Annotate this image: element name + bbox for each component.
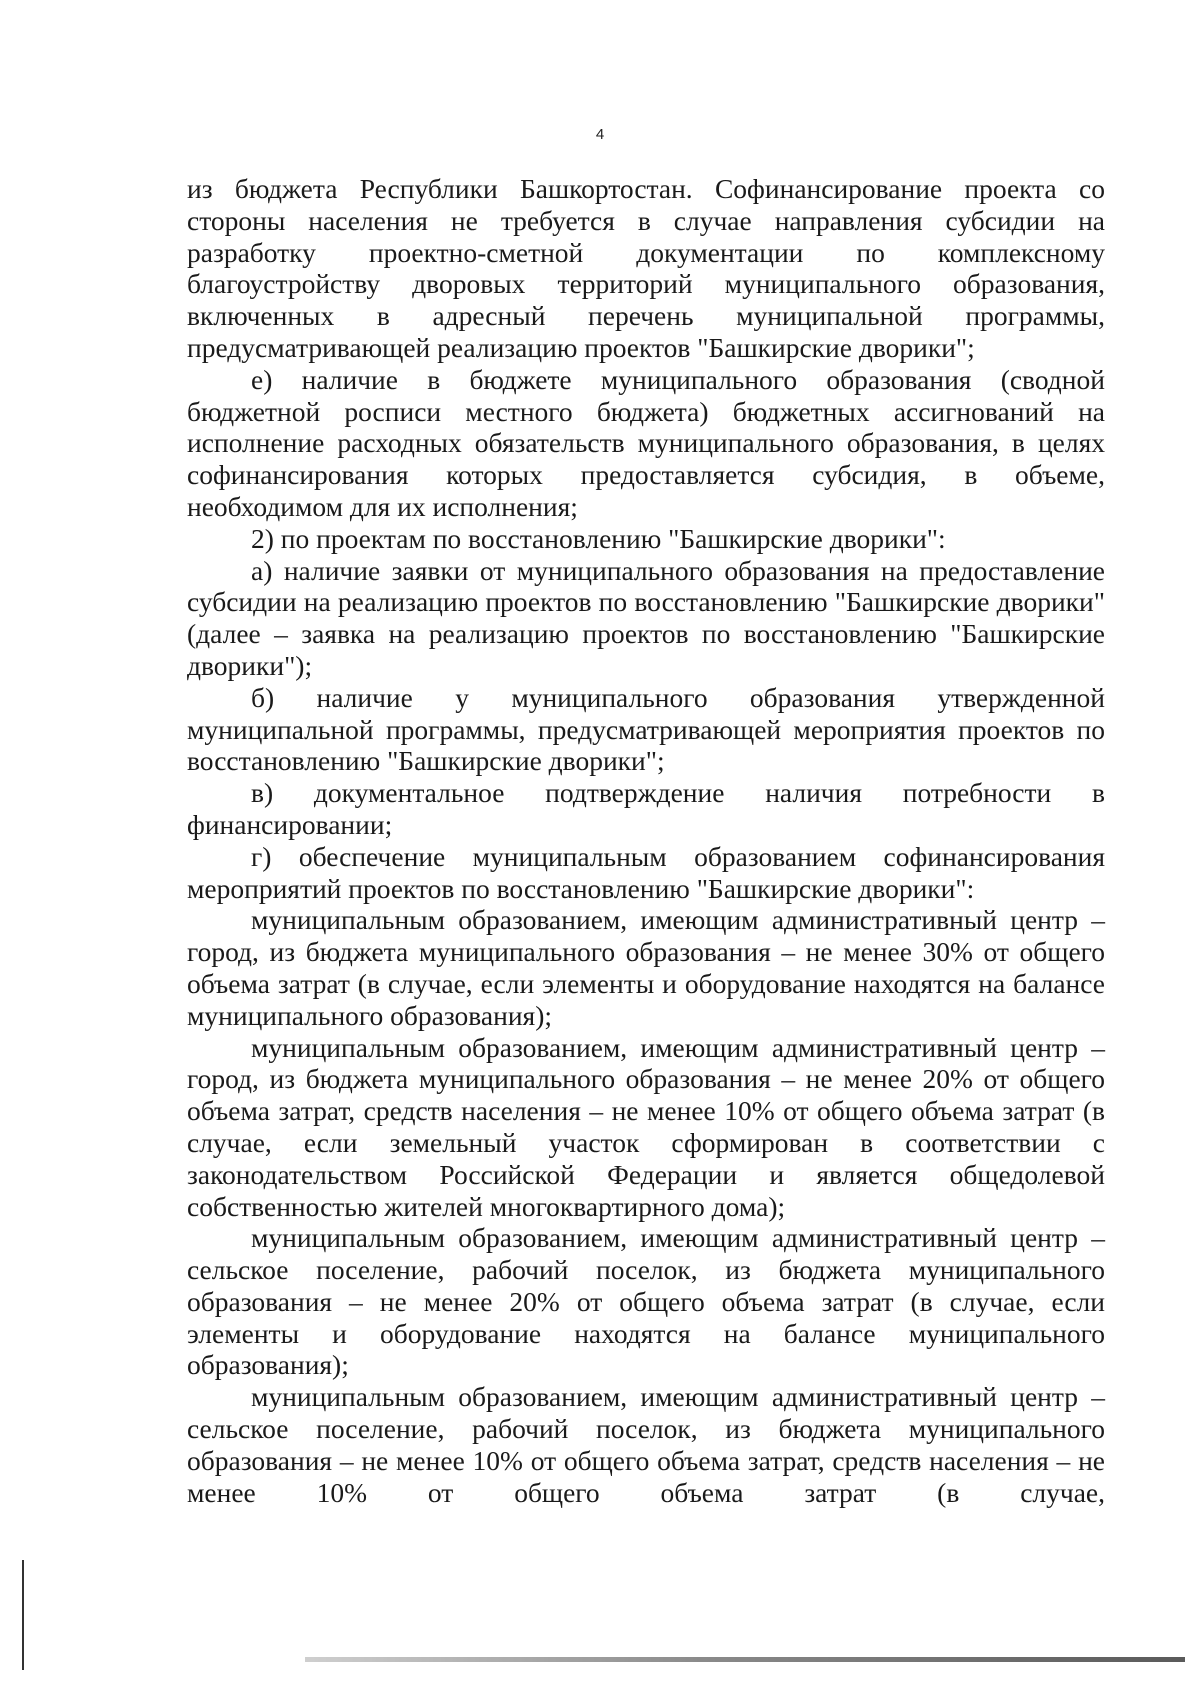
- page-number: 4: [595, 126, 605, 143]
- scan-footer-line: [305, 1657, 1185, 1662]
- paragraph-item-a: а) наличие заявки от муниципального образования на предоставление субсидии на реализацию проектов по восстановлению "Башкирские дворики" (далее – заявка на реализацию проектов по восстановлению "Башкирские дворики");: [187, 554, 1105, 681]
- paragraph-item-e: е) наличие в бюджете муниципального образования (сводной бюджетной росписи местного бюджета) бюджетных ассигнований на исполнение расходных обязательств муниципального образования, в целях софинансирования которых предоставляется субсидия, в объеме, необходимом для их исполнения;: [187, 363, 1105, 522]
- document-body: [187, 173, 1105, 1508]
- paragraph-item-v: в) документальное подтверждение наличия потребности в финансировании;: [187, 777, 1105, 840]
- paragraph-cofinancing-rural-10: муниципальным образованием, имеющим административный центр – сельское поселение, рабочий поселок, из бюджета муниципального образования – не менее 10% от общего объема затрат, средств населения – не менее 10% от общего объема затрат (в случае,: [187, 1381, 1105, 1508]
- paragraph-item-g: г) обеспечение муниципальным образованием софинансирования мероприятий проектов по восстановлению "Башкирские дворики":: [187, 840, 1105, 904]
- paragraph-section-2: 2) по проектам по восстановлению "Башкирские дворики":: [251, 522, 946, 554]
- paragraph-cofinancing-rural-20: муниципальным образованием, имеющим административный центр – сельское поселение, рабочий поселок, из бюджета муниципального образования – не менее 20% от общего объема затрат (в случае, если элементы и оборудование находятся на балансе муниципального образования);: [187, 1222, 1105, 1381]
- paragraph-continuation: из бюджета Республики Башкортостан. Софинансирование проекта со стороны населения не требуется в случае направления субсидии на разработку проектно-сметной документации по комплексному благоустройству дворовых территорий муниципального образования, включенных в адресный перечень муниципальной программы, предусматривающей реализацию проектов "Башкирские дворики";: [187, 173, 1105, 363]
- paragraph-cofinancing-city-20: муниципальным образованием, имеющим административный центр – город, из бюджета муниципального образования – не менее 20% от общего объема затрат, средств населения – не менее 10% от общего объема затрат (в случае, если земельный участок сформирован в соответствии с законодательством Российской Федерации и является общедолевой собственностью жителей многоквартирного дома);: [187, 1031, 1105, 1222]
- paragraph-cofinancing-city-30: муниципальным образованием, имеющим административный центр – город, из бюджета муниципального образования – не менее 30% от общего объема затрат (в случае, если элементы и оборудование находятся на балансе муниципального образования);: [187, 904, 1105, 1031]
- scan-margin-line: [22, 1560, 24, 1670]
- paragraph-item-b: б) наличие у муниципального образования утвержденной муниципальной программы, предусматривающей мероприятия проектов по восстановлению "Башкирские дворики";: [187, 681, 1105, 777]
